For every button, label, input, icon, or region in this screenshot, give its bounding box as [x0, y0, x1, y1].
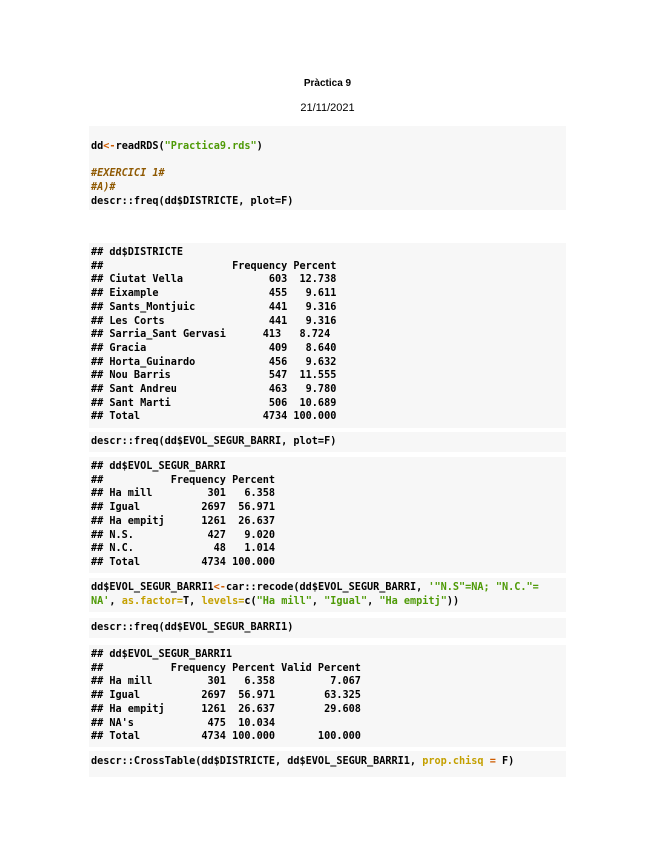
- code-fn: c(: [244, 595, 257, 607]
- code-arg: prop.chisq: [422, 756, 484, 767]
- output-line: ## Total 4734 100.000 100.000: [91, 731, 361, 743]
- output-line: ## Ha mill 301 6.358 7.067: [91, 676, 361, 688]
- output-line: ## Nou Barris 547 11.555: [91, 370, 337, 382]
- document-date: 21/11/2021: [300, 102, 355, 114]
- output-line: ## Horta_Guinardo 456 9.632: [91, 356, 337, 368]
- code-punct: T,: [183, 595, 202, 607]
- output-line: ## Total 4734 100.000: [91, 556, 276, 568]
- code-string: "Ha mill": [256, 595, 312, 607]
- code-assign-op: <-: [213, 582, 226, 593]
- output-line: ## Ciutat Vella 603 12.738: [91, 274, 337, 286]
- code-freq-evol: descr::freq(dd$EVOL_SEGUR_BARRI, plot=F): [91, 436, 337, 447]
- code-punct: )): [446, 595, 460, 607]
- code-fn: car::recode(dd$EVOL_SEGUR_BARRI,: [225, 582, 429, 593]
- output-line: ## Ha empitj 1261 26.637: [91, 515, 276, 527]
- code-comment-exercise: #EXERCICI 1#: [91, 168, 165, 180]
- code-arg: as.factor=: [121, 595, 184, 607]
- code-assign-op: =: [483, 756, 502, 767]
- output-line: ## Ha empitj 1261 26.637 29.608: [91, 703, 361, 715]
- code-string: '"N.S"=NA; "N.C."=: [428, 582, 539, 593]
- output-line: ## Total 4734 100.000: [91, 411, 337, 423]
- code-fn: readRDS(: [115, 141, 165, 152]
- code-block-freq-evol1: [89, 618, 566, 638]
- code-freq-evol1: descr::freq(dd$EVOL_SEGUR_BARRI1): [91, 622, 294, 633]
- output-block-evol: [89, 457, 566, 573]
- code-assign-op: <-: [103, 141, 116, 152]
- document-title: Pràctica 9: [303, 78, 352, 89]
- output-line: ## Frequency Percent Valid Percent: [91, 662, 361, 674]
- code-block-read-data: [89, 126, 566, 210]
- output-block-evol1: [89, 645, 566, 747]
- output-line: ## N.S. 427 9.020: [91, 529, 276, 541]
- output-line: ## dd$EVOL_SEGUR_BARRI: [91, 461, 226, 472]
- output-line: ## Frequency Percent: [91, 474, 276, 486]
- output-line: ## N.C. 48 1.014: [91, 543, 276, 555]
- output-line: ## Gracia 409 8.640: [91, 342, 337, 354]
- code-var: dd: [91, 141, 104, 152]
- code-string: "Ha empitj": [379, 595, 447, 607]
- output-line: ## Igual 2697 56.971: [91, 502, 276, 514]
- output-line: ## Sant Andreu 463 9.780: [91, 384, 337, 396]
- output-line: ## Sant Marti 506 10.689: [91, 397, 337, 409]
- output-line: ## Les Corts 441 9.316: [91, 315, 337, 327]
- code-string: "Igual": [324, 595, 368, 607]
- code-punct: F): [501, 756, 515, 767]
- code-string: NA': [91, 595, 110, 607]
- output-line: ## Eixample 455 9.611: [91, 288, 337, 300]
- code-fn: descr::CrossTable(dd$DISTRICTE, dd$EVOL_SEGUR_BARRI1,: [91, 756, 423, 767]
- code-freq-districte: descr::freq(dd$DISTRICTE, plot=F): [91, 195, 294, 207]
- output-line: ## dd$DISTRICTE: [91, 247, 184, 258]
- output-line: ## Frequency Percent: [91, 260, 337, 272]
- code-punct: ,: [311, 595, 325, 607]
- output-line: ## Igual 2697 56.971 63.325: [91, 690, 361, 702]
- code-punct: ,: [109, 595, 122, 607]
- code-string: "Practica9.rds": [164, 141, 257, 152]
- code-block-crosstable: [89, 751, 566, 777]
- output-line: ## dd$EVOL_SEGUR_BARRI1: [91, 649, 233, 660]
- code-var: dd$EVOL_SEGUR_BARRI1: [91, 582, 214, 593]
- output-line: ## Sants_Montjuic 441 9.316: [91, 301, 337, 313]
- code-block-recode: [89, 578, 566, 612]
- code-punct: ,: [367, 595, 380, 607]
- code-comment-section: #A)#: [91, 182, 116, 194]
- output-block-districte: [89, 243, 566, 428]
- output-line: ## Ha mill 301 6.358: [91, 488, 276, 500]
- output-line: ## NA's 475 10.034: [91, 717, 361, 729]
- output-line: ## Sarria_Sant Gervasi 413 8.724: [91, 329, 331, 341]
- code-block-freq-evol: [89, 432, 566, 452]
- code-arg: levels=: [201, 595, 245, 607]
- code-close: ): [256, 141, 263, 152]
